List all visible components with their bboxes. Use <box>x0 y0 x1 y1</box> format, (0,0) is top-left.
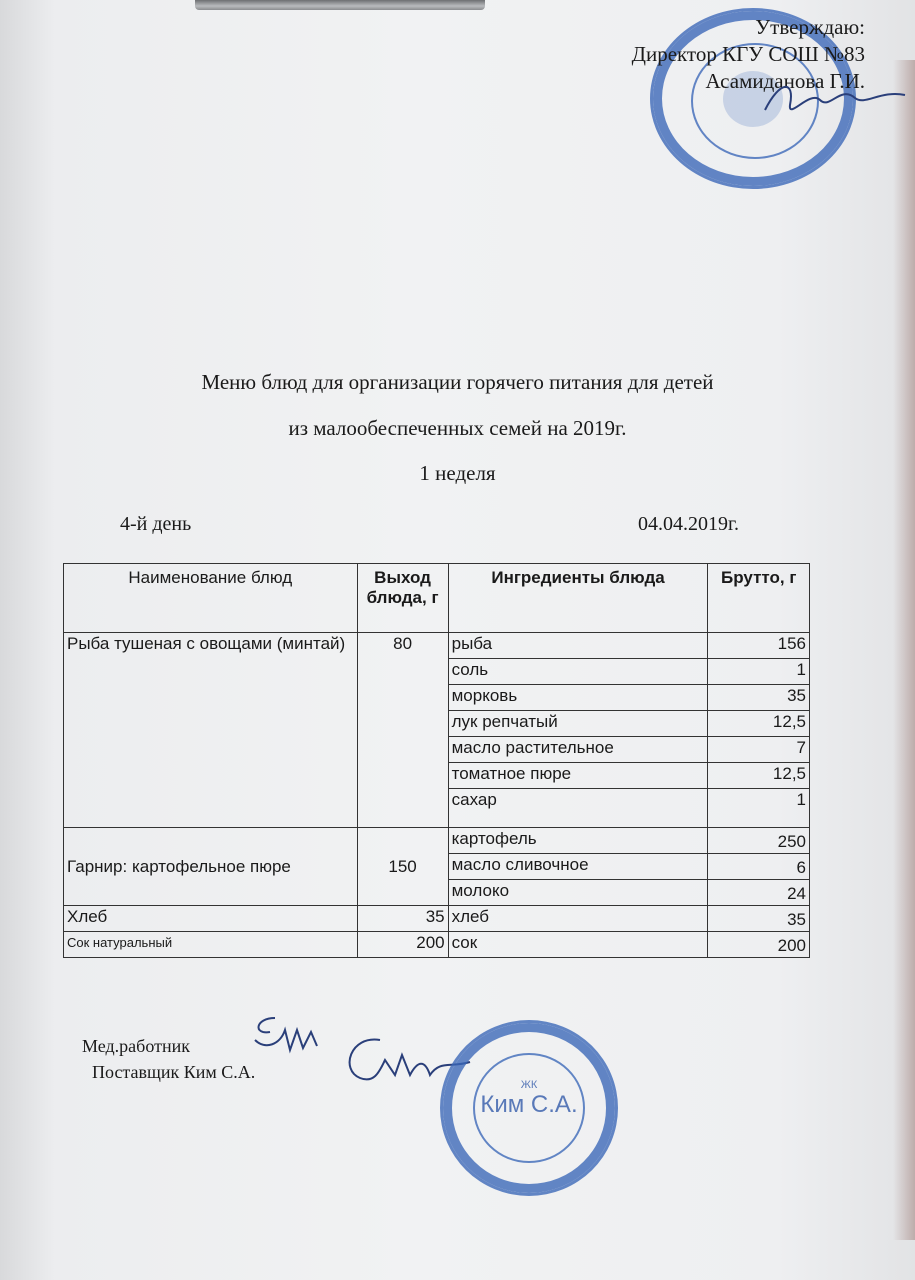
ingredient-gross: 12,5 <box>708 763 810 789</box>
dish-name: Гарнир: картофельное пюре <box>64 828 358 906</box>
approval-line-3: Асамиданова Г.И. <box>705 69 865 93</box>
ingredient-name: молоко <box>448 880 708 906</box>
header-yield <box>357 564 448 633</box>
dish-yield: 150 <box>357 828 448 906</box>
ingredient-name: лук репчатый <box>448 711 708 737</box>
table-header-row <box>64 564 810 633</box>
ingredient-gross: 7 <box>708 737 810 763</box>
medic-label: Мед.работник <box>82 1036 190 1056</box>
header-yield-text: Выход блюда, г <box>366 568 439 607</box>
ingredient-name: рыба <box>448 633 708 659</box>
header-gross: Брутто, г <box>708 564 810 633</box>
ingredient-name: сок <box>448 932 708 958</box>
header-ingredients: Ингредиенты блюда <box>448 564 708 633</box>
menu-table <box>63 563 810 958</box>
table-row <box>64 828 810 854</box>
ingredient-gross: 1 <box>708 659 810 685</box>
table-row <box>64 906 810 932</box>
header-dish: Наименование блюд <box>64 564 358 633</box>
dish-yield: 80 <box>357 633 448 828</box>
day-label: 4-й день <box>120 513 192 535</box>
ingredient-name: томатное пюре <box>448 763 708 789</box>
menu-title-line-1: Меню блюд для организации горячего питания для детей <box>201 370 714 394</box>
ingredient-name: картофель <box>448 828 708 854</box>
seal-name: Ким С.А. <box>480 1091 578 1118</box>
medic-signature-icon <box>245 1010 335 1060</box>
dish-yield: 200 <box>357 932 448 958</box>
ingredient-name: морковь <box>448 685 708 711</box>
ingredient-gross: 12,5 <box>708 711 810 737</box>
ingredient-gross: 250 <box>708 828 810 854</box>
ingredient-name: сахар <box>448 789 708 828</box>
ingredient-gross: 156 <box>708 633 810 659</box>
approval-line-2: Директор КГУ СОШ №83 <box>631 42 865 66</box>
ingredient-name: масло растительное <box>448 737 708 763</box>
dish-yield: 35 <box>357 906 448 932</box>
ingredient-name: соль <box>448 659 708 685</box>
seal-prefix: ЖК <box>520 1079 538 1091</box>
dish-name: Рыба тушеная с овощами (минтай) <box>64 633 358 828</box>
director-signature-icon <box>760 70 910 130</box>
table-row <box>64 932 810 958</box>
menu-date: 04.04.2019г. <box>638 513 739 535</box>
ingredient-gross: 24 <box>708 880 810 906</box>
supplier-seal-icon <box>440 1020 618 1196</box>
menu-title-line-3: 1 неделя <box>419 461 496 485</box>
ingredient-gross: 6 <box>708 854 810 880</box>
ingredient-gross: 1 <box>708 789 810 828</box>
clipboard-clip <box>195 0 485 10</box>
menu-title-line-2: из малообеспеченных семей на 2019г. <box>288 416 627 440</box>
table-row <box>64 633 810 659</box>
ingredient-name: масло сливочное <box>448 854 708 880</box>
supplier-label: Поставщик Ким С.А. <box>92 1062 256 1082</box>
dish-name: Хлеб <box>64 906 358 932</box>
page-edge-shadow <box>893 60 915 1240</box>
ingredient-gross: 35 <box>708 906 810 932</box>
ingredient-gross: 200 <box>708 932 810 958</box>
ingredient-name: хлеб <box>448 906 708 932</box>
approval-line-1: Утверждаю: <box>755 15 865 39</box>
dish-name: Сок натуральный <box>64 932 358 958</box>
ingredient-gross: 35 <box>708 685 810 711</box>
